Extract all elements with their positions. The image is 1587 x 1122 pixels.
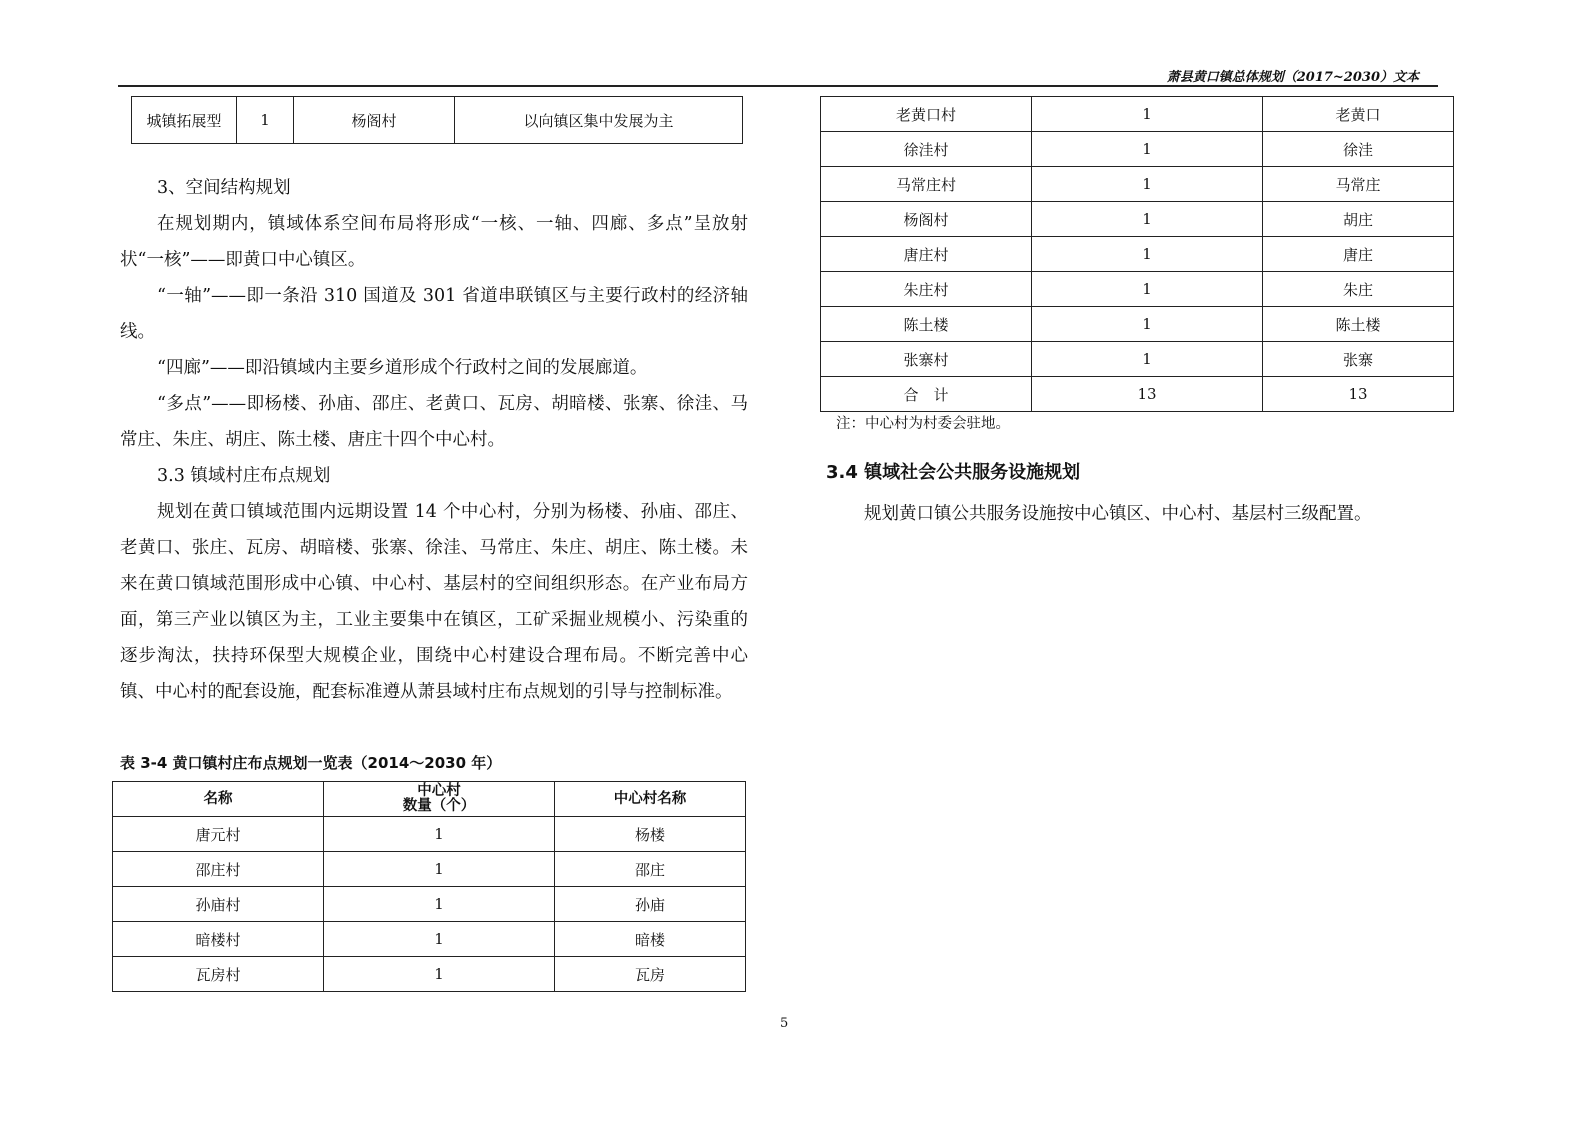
table-row — [132, 97, 743, 144]
table-cell: 老黄口村 — [821, 97, 1032, 132]
table-cell: 陈土楼 — [1263, 307, 1454, 342]
column-header-line: 中心村 — [417, 783, 461, 799]
table-row — [821, 97, 1454, 132]
table-cell: 老黄口 — [1263, 97, 1454, 132]
section-heading-3-4: 3.4 镇域社会公共服务设施规划 — [826, 462, 1081, 483]
table-cell: 徐洼村 — [821, 132, 1032, 167]
table-cell: 1 — [1032, 132, 1263, 167]
table-cell: 朱庄村 — [821, 272, 1032, 307]
column-header-line: 数量（个） — [402, 798, 476, 814]
paragraph: 规划在黄口镇域范围内远期设置 14 个中心村，分别为杨楼、孙庙、邵庄、老黄口、张庄、瓦房、胡暗楼、张寨、徐洼、马常庄、朱庄、胡庄、陈土楼。未来在黄口镇域范围形成中心镇、中心村、基层村的空间组织形态。在产业布局方面，第三产业以镇区为主，工业主要集中在镇区，工矿采掘业规模小、污染重的逐步淘汰，扶持环保型大规模企业，围绕中心村建设合理布局。不断完善中心镇、中心村的配套设施，配套标准遵从萧县域村庄布点规划的引导与控制标准。 — [120, 502, 748, 702]
table-cell: 13 — [1263, 377, 1454, 412]
document-header-title: 萧县黄口镇总体规划（2017~2030）文本 — [1166, 70, 1419, 85]
page-number: 5 — [780, 1016, 789, 1031]
table-row — [821, 307, 1454, 342]
table-cell: 13 — [1032, 377, 1263, 412]
top-continuation-table — [131, 96, 743, 144]
table-cell: 杨楼 — [555, 817, 746, 852]
table-cell: 1 — [324, 887, 555, 922]
table-cell: 杨阁村 — [821, 202, 1032, 237]
table-cell: 马常庄 — [1263, 167, 1454, 202]
table-cell: 1 — [324, 922, 555, 957]
table-cell: 1 — [324, 852, 555, 887]
table-cell: 胡庄 — [1263, 202, 1454, 237]
table-row — [821, 167, 1454, 202]
table-row — [113, 957, 746, 992]
paragraph: 在规划期内，镇域体系空间布局将形成“一核、一轴、四廊、多点”呈放射状“一核”——即黄口中心镇区。 — [120, 214, 748, 270]
table-cell: 1 — [324, 957, 555, 992]
table-row — [821, 272, 1454, 307]
table-cell: 马常庄村 — [821, 167, 1032, 202]
table-cell: 1 — [237, 97, 294, 144]
table-cell: 1 — [1032, 97, 1263, 132]
table-cell: 暗楼村 — [113, 922, 324, 957]
paragraph: “四廊”——即沿镇域内主要乡道形成个行政村之间的发展廊道。 — [157, 358, 648, 378]
table-row — [821, 132, 1454, 167]
table-cell: 张寨村 — [821, 342, 1032, 377]
table-note: 注：中心村为村委会驻地。 — [836, 416, 1010, 432]
table-cell: 孙庙村 — [113, 887, 324, 922]
paragraph: “多点”——即杨楼、孙庙、邵庄、老黄口、瓦房、胡暗楼、张寨、徐洼、马常庄、朱庄、胡庄、陈土楼、唐庄十四个中心村。 — [120, 394, 748, 450]
table-cell: 邵庄村 — [113, 852, 324, 887]
table-cell: 1 — [324, 817, 555, 852]
table-caption: 表 3-4 黄口镇村庄布点规划一览表（2014～2030 年） — [120, 754, 502, 772]
table-cell: 张寨 — [1263, 342, 1454, 377]
column-header-center-village: 中心村名称 — [555, 782, 746, 817]
table-row — [113, 922, 746, 957]
table-cell: 以向镇区集中发展为主 — [455, 97, 743, 144]
table-cell: 孙庙 — [555, 887, 746, 922]
table-cell: 1 — [1032, 202, 1263, 237]
paragraph: 规划黄口镇公共服务设施按中心镇区、中心村、基层村三级配置。 — [864, 504, 1372, 524]
table-cell: 合 计 — [821, 377, 1032, 412]
table-cell: 杨阁村 — [294, 97, 455, 144]
column-header-count — [324, 782, 555, 817]
village-layout-table — [112, 781, 746, 992]
table-cell: 暗楼 — [555, 922, 746, 957]
table-row — [821, 202, 1454, 237]
table-cell: 1 — [1032, 237, 1263, 272]
section-heading-spatial: 3、空间结构规划 — [157, 178, 291, 198]
table-cell: 1 — [1032, 272, 1263, 307]
table-cell: 城镇拓展型 — [132, 97, 237, 144]
table-cell: 唐元村 — [113, 817, 324, 852]
table-row — [821, 237, 1454, 272]
table-header-row — [113, 782, 746, 817]
table-cell: 唐庄村 — [821, 237, 1032, 272]
village-layout-table-continued — [820, 96, 1454, 412]
table-cell: 唐庄 — [1263, 237, 1454, 272]
table-cell: 陈土楼 — [821, 307, 1032, 342]
column-header-name: 名称 — [113, 782, 324, 817]
table-cell: 朱庄 — [1263, 272, 1454, 307]
table-row — [113, 852, 746, 887]
table-cell: 1 — [1032, 307, 1263, 342]
header-rule — [118, 85, 1438, 87]
table-total-row — [821, 377, 1454, 412]
table-cell: 邵庄 — [555, 852, 746, 887]
section-heading-3-3: 3.3 镇域村庄布点规划 — [157, 466, 331, 486]
table-cell: 1 — [1032, 167, 1263, 202]
table-row — [113, 817, 746, 852]
table-row — [821, 342, 1454, 377]
table-cell: 瓦房 — [555, 957, 746, 992]
paragraph: “一轴”——即一条沿 310 国道及 301 省道串联镇区与主要行政村的经济轴线。 — [120, 286, 748, 342]
table-cell: 1 — [1032, 342, 1263, 377]
table-cell: 瓦房村 — [113, 957, 324, 992]
table-row — [113, 887, 746, 922]
table-cell: 徐洼 — [1263, 132, 1454, 167]
